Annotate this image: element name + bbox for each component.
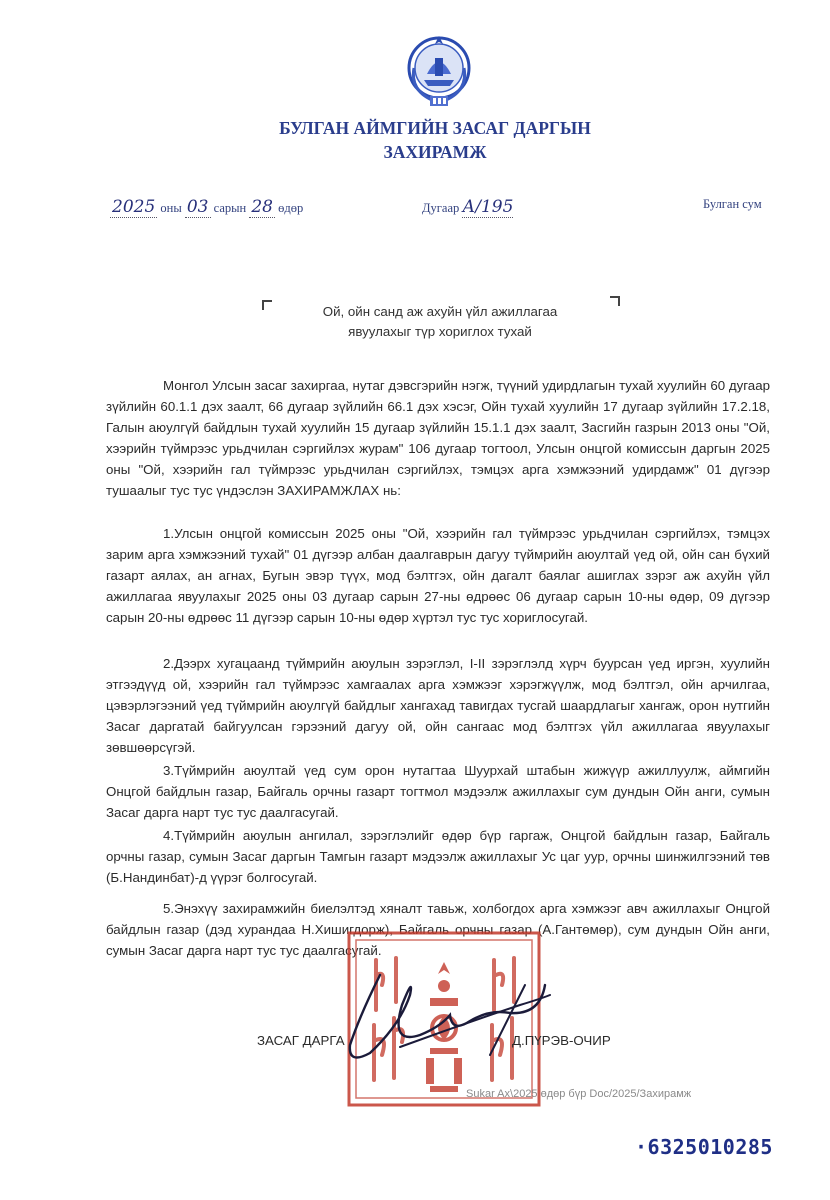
preamble-text: Монгол Улсын засаг захиргаа, нутаг дэвсгэрийн нэгж, түүний удирдлагын тухай хуулийн 60 дугаар зүйлийн 60.1.1 дэх заалт, 66 дугаар зүйлийн 66.1 дэх хэсэг, Ойн тухай хуулийн 17 дугаар зүйлийн 17.2.18, Галын аюулгүй байдлын тухай хуулийн 15 дугаар зүйлийн 15.1.1 дэх заалт, Засгийн газрын 2013 оны "Ой, хээрийн түймрээс урьдчилан сэргийлэх журам" 106 дугаар тогтоол, Улсын онцгой комиссын даргын 2025 оны "Ой, хээрийн гал түймрээс урьдчилан сэргийлэх, тэмцэх арга хэмжээний удирдамж" 01 дүгээр тушаалыг тус тус үндэслэн ЗАХИРАМЖЛАХ нь:: [106, 378, 770, 498]
handwritten-signature-icon: [340, 955, 570, 1075]
number-value: А/195: [462, 197, 514, 217]
clause-5-text: 5.Энэхүү захирамжийн биелэлтэд хяналт тавьж, холбогдох арга хэмжээг авч ажиллахыг Онцгой байдлын газар (дэд хурандаа Н.Хишигдорж), Байгаль орчны газар (А.Гантөмөр), сум дундын Ойн анги, сумын Засаг дарга нарт тус тус даалгасугай.: [106, 901, 770, 958]
date-day-suffix: өдөр: [278, 201, 304, 215]
document-serial-number: [635, 1135, 773, 1159]
signatory-title: ЗАСАГ ДАРГА: [257, 1033, 345, 1048]
clause-1: [106, 523, 770, 628]
subject-line-1: Ой, ойн санд аж ахуйн үйл ажиллагаа: [322, 304, 558, 319]
clause-2-text: 2.Дээрх хугацаанд түймрийн аюулын зэрэглэл, I-II зэрэглэлд хүрч буурсан үед иргэн, хуулийн этгээдүүд ой, хээрийн гал түймрээс хамгаалах арга хэмжээг хэрэгжүүлж, мод бэлтгэл, ойн арчилгаа, цэвэрлэгээний үед түймрийн аюулгүй байдлыг хангахад тавигдах тусгай шаардлагыг хангаж, орон нутгийн Засаг даргатай байгуулсан гэрээний дагуу ой, ойн сангаас мод бэлтгэх үйл ажиллагаа явуулахыг зөвшөөрсүгэй.: [106, 656, 770, 755]
clause-4-text: 4.Түймрийн аюулын ангилал, зэрэглэлийг өдөр бүр гаргаж, Онцгой байдлын газар, Байгаль орчны газар, сумын Засаг даргын Тамгын газарт мэдээлж ажиллахыг Ус цаг уур, орчны шинжилгээний төв (Б.Нандинбат)-д үүрэг болгосугай.: [106, 828, 770, 885]
date-year-suffix: оны: [160, 201, 182, 215]
document-type: ЗАХИРАМЖ: [383, 142, 487, 162]
subject-line-2: явуулахыг түр хориглох тухай: [348, 324, 532, 339]
issue-place: Булган сум: [703, 197, 762, 211]
number-label: Дугаар: [422, 201, 460, 215]
date-month-suffix: сарын: [213, 201, 247, 215]
clause-2: [106, 653, 770, 758]
state-emblem-icon: [402, 30, 476, 110]
date-month: 03: [186, 197, 209, 217]
clause-4: [106, 825, 770, 888]
clause-3: [106, 760, 770, 823]
preamble-paragraph: [106, 375, 770, 501]
date-year: 2025: [112, 197, 156, 217]
issuing-authority: БУЛГАН АЙМГИЙН ЗАСАГ ДАРГЫН: [279, 118, 591, 138]
decree-number: [422, 197, 513, 217]
serial-number-value: 6325010285: [647, 1135, 773, 1159]
serial-prefix: ·: [635, 1135, 648, 1159]
file-path-footer: Sukar Ax\2025 өдөр бүр Doc/2025/Захирамж: [466, 1088, 692, 1100]
clause-1-text: 1.Улсын онцгой комиссын 2025 оны "Ой, хээрийн гал түймрээс урьдчилан сэргийлэх, тэмцэх зарим арга хэмжээний тухай" 01 дүгээр албан даалгаврын дагуу түймрийн аюултай үед ой, ойн сан бүхий газарт аялах, ан агнах, Бугын эвэр түүх, мод бэлтгэх, ойн дагалт баялаг ашиглах зэрэг аж ахуйн үйл ажиллагаа явуулахыг 2025 оны 03 дугаар сарын 27-ны өдрөөс 06 дугаар сарын 10-ны өдөр, 09 дүгээр сарын 20-ны өдрөөс 11 дүгээр сарын 10-ны өдөр хүртэл тус тус хориглосугай.: [106, 526, 770, 625]
decree-date: [110, 197, 303, 218]
date-day: 28: [251, 197, 273, 217]
clause-3-text: 3.Түймрийн аюултай үед сум орон нутагтаа Шуурхай штабын жижүүр ажиллуулж, аймгийн Онцгой байдлын газар, Байгаль орчны газарт тогтмол мэдээлж ажиллахыг сум дундын Ойн анги, сумын Засаг дарга нарт тус тус даалгасугай.: [106, 763, 770, 820]
signatory-name: Д.ПҮРЭВ-ОЧИР: [512, 1033, 611, 1048]
